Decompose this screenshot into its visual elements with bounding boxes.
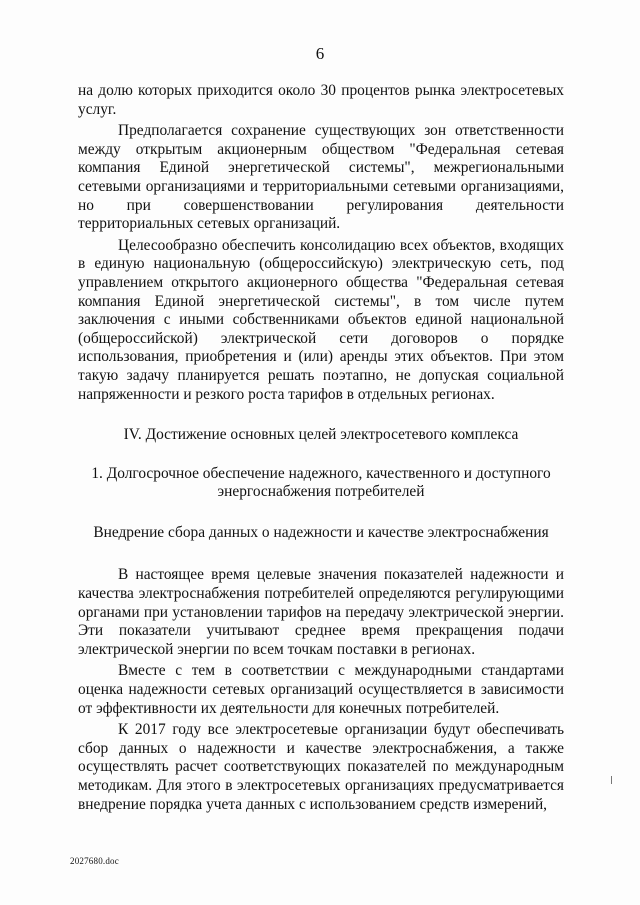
topic-heading: Внедрение сбора данных о надежности и качестве электроснабжения xyxy=(93,523,549,541)
paragraph-2017-plan: К 2017 году все электросетевые организации будут обеспечивать сбор данных о надежности и качестве электроснабжения, а также осуществлять расчет соответствующих показателей по международным методикам. Для этого в электросетевых организациях предусматривается внедрение порядка учета данных с использованием средств измерений, xyxy=(78,721,564,813)
paragraph-continuation: на долю которых приходится около 30 процентов рынка электросетевых услуг. xyxy=(78,82,564,118)
document-body xyxy=(78,82,564,817)
subsection-heading-line-1: 1. Долгосрочное обеспечение надежного, качественного и доступного xyxy=(91,464,551,482)
subsection-heading xyxy=(78,465,564,502)
margin-mark xyxy=(611,776,612,784)
page-number: 6 xyxy=(315,44,325,63)
paragraph-target-values: В настоящее время целевые значения показателей надежности и качества электроснабжения потребителей определяются регулирующими органами при установлении тарифов на передачу электрической энергии. Эти показатели учитывают среднее время прекращения подачи электрической энергии по всем точкам поставки в регионах. xyxy=(78,566,564,658)
paragraph-consolidation: Целесообразно обеспечить консолидацию всех объектов, входящих в единую национальную (общероссийскую) электрическую сеть, под управлением открытого акционерного общества "Федеральная сетевая компания Единой энергетической системы", в том числе путем заключения с иными собственниками объектов единой национальной (общероссийской) электрической сети договоров о порядке использования, приобретения и (или) аренды этих объектов. При этом такую задачу планируется решать поэтапно, не допуская социальной напряженности и резкого роста тарифов в отдельных регионах. xyxy=(78,236,564,403)
paragraph-international-standards: Вместе с тем в соответствии с международными стандартами оценка надежности сетевых организаций осуществляется в зависимости от эффективности их деятельности для конечных потребителей. xyxy=(78,662,564,717)
subsection-heading-line-2: энергоснабжения потребителей xyxy=(217,483,425,501)
section-heading: IV. Достижение основных целей электросетевого комплекса xyxy=(123,426,519,444)
paragraph-responsibility-zones: Предполагается сохранение существующих зон ответственности между открытым акционерным обществом "Федеральная сетевая компания Единой энергетической системы", межрегиональными сетевыми организациями и территориальными сетевыми организациями, но при совершенствовании регулирования деятельности территориальных сетевых организаций. xyxy=(78,122,564,233)
footer-filename: 2027680.doc xyxy=(70,856,119,866)
